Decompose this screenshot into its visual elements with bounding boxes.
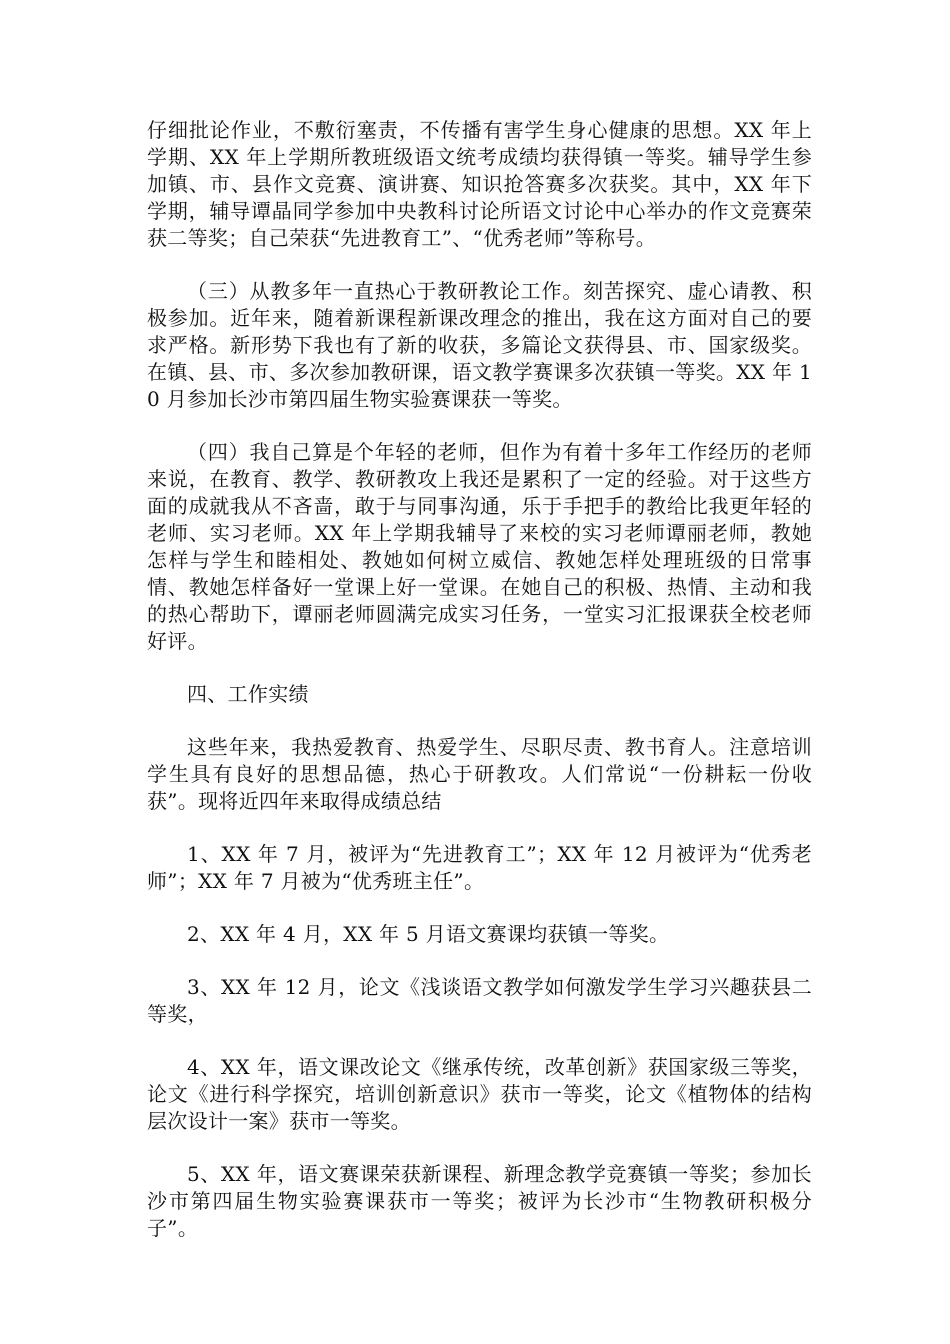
list-item: 4、XX 年，语文课改论文《继承传统，改革创新》获国家级三等奖，论文《进行科学探究，培训创新意识》获市一等奖，论文《植物体的结构层次设计一案》获市一等奖。 <box>147 1055 812 1133</box>
paragraph-intro: 这些年来，我热爱教育、热爱学生、尽职尽责、教书育人。注意培训学生具有良好的思想品德，热心于研教攻。人们常说“一份耕耘一份收获”。现将近四年来取得成绩总结 <box>147 735 812 813</box>
list-item: 5、XX 年，语文赛课荣获新课程、新理念教学竞赛镇一等奖；参加长沙市第四届生物实验赛课获市一等奖；被评为长沙市“生物教研积极分子”。 <box>147 1162 812 1240</box>
paragraph-section-four: （四）我自己算是个年轻的老师，但作为有着十多年工作经历的老师来说，在教育、教学、教研教攻上我还是累积了一定的经验。对于这些方面的成就我从不吝啬，敢于与同事沟通，乐于手把手的教给比我更年轻的老师、实习老师。XX 年上学期我辅导了来校的实习老师谭丽老师，教她怎样与学生和睦相处、教她如何树立威信、教她怎样处理班级的日常事情、教她怎样备好一堂课上好一堂课。在她自己的积极、热情、主动和我的热心帮助下，谭丽老师圆满完成实习任务，一堂实习汇报课获全校老师好评。 <box>147 440 812 653</box>
section-heading: 四、工作实绩 <box>187 682 309 706</box>
paragraph-section-three: （三）从教多年一直热心于教研教论工作。刻苦探究、虚心请教、积极参加。近年来，随着新课程新课改理念的推出，我在这方面对自己的要求严格。新形势下我也有了新的收获，多篇论文获得县、市、国家级奖。在镇、县、市、多次参加教研课，语文教学赛课多次获镇一等奖。XX 年 10 月参加长沙市第四届生物实验赛课获一等奖。 <box>147 279 812 411</box>
paragraph-continuation: 仔细批论作业，不敷衍塞责，不传播有害学生身心健康的思想。XX 年上学期、XX 年上学期所教班级语文统考成绩均获得镇一等奖。辅导学生参加镇、市、县作文竞赛、演讲赛、知识抢答赛多次获奖。其中，XX 年下学期，辅导谭晶同学参加中央教科讨论所语文讨论中心举办的作文竞赛荣获二等奖；自己荣获“先进教育工”、“优秀老师”等称号。 <box>147 118 812 250</box>
list-item: 3、XX 年 12 月，论文《浅谈语文教学如何激发学生学习兴趣获县二等奖， <box>147 975 812 1026</box>
list-item: 1、XX 年 7 月，被评为“先进教育工”；XX 年 12 月被评为“优秀老师”；XX 年 7 月被为“优秀班主任”。 <box>147 842 812 893</box>
list-item: 2、XX 年 4 月，XX 年 5 月语文赛课均获镇一等奖。 <box>187 922 670 946</box>
document-page <box>147 117 812 1268</box>
